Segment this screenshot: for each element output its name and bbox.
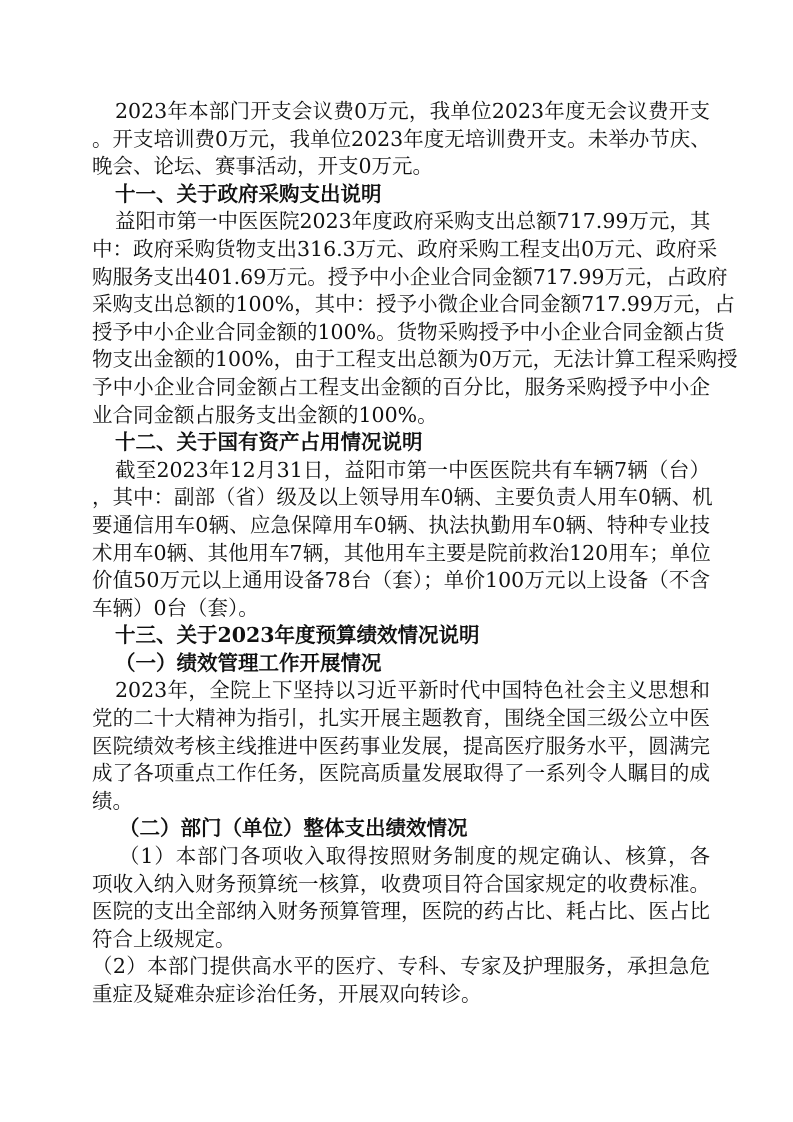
text-line: （二）部门（单位）整体支出绩效情况 xyxy=(119,816,468,841)
paragraph xyxy=(92,843,710,953)
text-line: 十二、关于国有资产占用情况说明 xyxy=(115,430,423,455)
text-line: 十三、关于2023年度预算绩效情况说明 xyxy=(115,623,480,648)
text-line: 益阳市第一中医医院2023年度政府采购支出总额717.99万元，其 xyxy=(115,209,711,234)
text-line: （一）绩效管理工作开展情况 xyxy=(115,650,382,675)
section-heading xyxy=(92,650,710,678)
text-line: 。开支培训费0万元，我单位2023年度无培训费开支。未举办节庆、 xyxy=(92,126,711,151)
text-line: 十一、关于政府采购支出说明 xyxy=(115,181,382,206)
section-heading xyxy=(92,429,710,457)
section-heading xyxy=(92,815,710,843)
document-page xyxy=(92,98,738,1009)
paragraph xyxy=(92,677,710,815)
text-line: （2）本部门提供高水平的医疗、专科、专家及护理服务，承担急危 xyxy=(92,954,710,979)
text-line: 价值50万元以上通用设备78台（套）；单价100万元以上设备（不含 xyxy=(92,568,710,593)
text-line: （1）本部门各项收入取得按照财务制度的规定确认、核算，各 xyxy=(119,844,710,869)
text-line: 购服务支出401.69万元。授予中小企业合同金额717.99万元，占政府 xyxy=(92,264,728,289)
text-line: 车辆）0台（套）。 xyxy=(92,595,259,620)
text-line: 中：政府采购货物支出316.3万元、政府采购工程支出0万元、政府采 xyxy=(92,236,718,261)
section-heading xyxy=(92,181,710,209)
paragraph xyxy=(92,98,710,181)
text-line: 重症及疑难杂症诊治任务，开展双向转诊。 xyxy=(92,982,482,1006)
text-line: ，其中：副部（省）级及以上领导用车0辆、主要负责人用车0辆、机 xyxy=(92,485,713,510)
text-line: 授予中小企业合同金额的100%。货物采购授予中小企业合同金额占货 xyxy=(92,319,725,344)
text-line: 党的二十大精神为指引，扎实开展主题教育，围绕全国三级公立中医 xyxy=(92,706,710,731)
text-line: 晚会、论坛、赛事活动，开支0万元。 xyxy=(92,154,434,179)
text-line: 成了各项重点工作任务，医院高质量发展取得了一系列令人瞩目的成 xyxy=(92,761,710,786)
text-line: 予中小企业合同金额占工程支出金额的百分比，服务采购授予中小企 xyxy=(92,374,710,399)
paragraph xyxy=(92,953,710,1008)
text-line: 符合上级规定。 xyxy=(92,926,236,951)
text-line: 物支出金额的100%，由于工程支出总额为0万元，无法计算工程采购授 xyxy=(92,347,738,372)
text-line: 医院的支出全部纳入财务预算管理，医院的药占比、耗占比、医占比 xyxy=(92,899,710,924)
text-line: 要通信用车0辆、应急保障用车0辆、执法执勤用车0辆、特种专业技 xyxy=(92,512,710,537)
text-line: 术用车0辆、其他用车7辆，其他用车主要是院前救治120用车；单位 xyxy=(92,540,711,565)
text-line: 截至2023年12月31日，益阳市第一中医医院共有车辆7辆（台） xyxy=(115,457,710,482)
text-line: 业合同金额占服务支出金额的100%。 xyxy=(92,402,438,427)
text-line: 2023年，全院上下坚持以习近平新时代中国特色社会主义思想和 xyxy=(115,678,710,703)
text-line: 2023年本部门开支会议费0万元，我单位2023年度无会议费开支 xyxy=(115,99,710,123)
paragraph xyxy=(92,208,738,429)
text-line: 医院绩效考核主线推进中医药事业发展，提高医疗服务水平，圆满完 xyxy=(92,733,710,758)
paragraph xyxy=(92,457,713,623)
text-line: 项收入纳入财务预算统一核算，收费项目符合国家规定的收费标准。 xyxy=(92,871,710,896)
text-line: 采购支出总额的100%，其中：授予小微企业合同金额717.99万元，占 xyxy=(92,292,735,317)
text-line: 绩。 xyxy=(92,788,133,813)
section-heading xyxy=(92,622,710,650)
